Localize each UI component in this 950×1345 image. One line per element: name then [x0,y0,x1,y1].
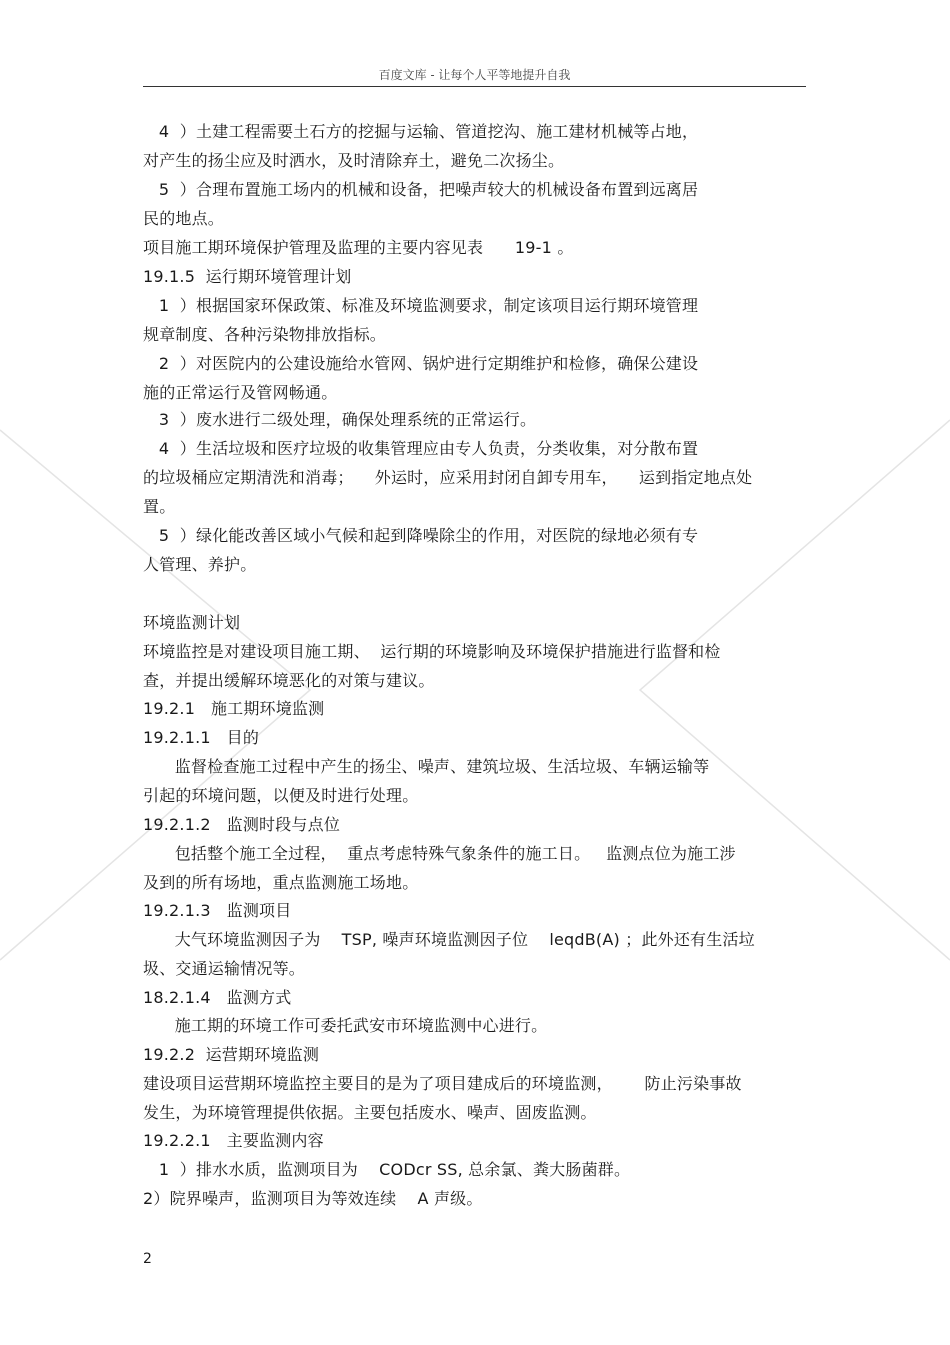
text-line: 建设项目运营期环境监控主要目的是为了项目建成后的环境监测， 防止污染事故 [143,1074,742,1093]
text-line: 19.2.2 运营期环境监测 [143,1045,320,1064]
text-line: 环境监控是对建设项目施工期、 运行期的环境影响及环境保护措施进行监督和检 [143,642,721,661]
text-line: 查，并提出缓解环境恶化的对策与建议。 [143,671,435,690]
text-line: 发生，为环境管理提供依据。主要包括废水、噪声、固废监测。 [143,1103,597,1122]
text-line: 4 ）生活垃圾和医疗垃圾的收集管理应由专人负责，分类收集，对分散布置 [143,439,699,458]
text-line: 19.1.5 运行期环境管理计划 [143,267,352,286]
text-line: 项目施工期环境保护管理及监理的主要内容见表 19-1 。 [143,238,574,257]
text-line: 18.2.1.4 监测方式 [143,988,292,1007]
text-line: 1 ）根据国家环保政策、标准及环境监测要求，制定该项目运行期环境管理 [143,296,699,315]
text-line: 5 ）合理布置施工场内的机械和设备，把噪声较大的机械设备布置到远离居 [143,180,699,199]
text-line: 环境监测计划 [143,613,241,632]
text-line: 19.2.1 施工期环境监测 [143,699,325,718]
text-line: 施的正常运行及管网畅通。 [143,383,338,402]
text-line: 及到的所有场地，重点监测施工场地。 [143,873,419,892]
text-line: 19.2.1.3 监测项目 [143,901,292,920]
text-line: 大气环境监测因子为 TSP, 噪声环境监测因子位 leqdB(A) ；此外还有生活垃 [143,930,755,949]
text-line: 民的地点。 [143,209,225,228]
text-line: 1 ）排水水质，监测项目为 CODcr SS, 总余氯、粪大肠菌群。 [143,1160,631,1179]
text-line: 的垃圾桶应定期清洗和消毒； 外运时，应采用封闭自卸专用车， 运到指定地点处 [143,468,753,487]
text-line: 2 ）对医院内的公建设施给水管网、锅炉进行定期维护和检修，确保公建设 [143,354,699,373]
text-line: 包括整个施工全过程， 重点考虑特殊气象条件的施工日。 监测点位为施工涉 [143,844,736,863]
text-line: 监督检查施工过程中产生的扬尘、噪声、建筑垃圾、生活垃圾、车辆运输等 [143,757,710,776]
text-line: 施工期的环境工作可委托武安市环境监测中心进行。 [143,1016,548,1035]
text-line: 规章制度、各种污染物排放指标。 [143,325,387,344]
text-line: 置。 [143,497,176,516]
page-number: 2 [143,1251,152,1267]
text-line: 19.2.1.1 目的 [143,728,260,747]
text-line: 5 ）绿化能改善区域小气候和起到降噪除尘的作用，对医院的绿地必须有专 [143,526,699,545]
text-line: 4 ）土建工程需要土石方的挖掘与运输、管道挖沟、施工建材机械等占地， [143,122,699,141]
page-header: 百度文库 - 让每个人平等地提升自我 [143,66,806,87]
text-line: 人管理、养护。 [143,555,257,574]
text-line: 19.2.1.2 监测时段与点位 [143,815,341,834]
text-line: 引起的环境问题，以便及时进行处理。 [143,786,419,805]
text-line: 19.2.2.1 主要监测内容 [143,1131,324,1150]
text-line: 对产生的扬尘应及时洒水，及时清除弃土，避免二次扬尘。 [143,151,565,170]
text-line: 2）院界噪声，监测项目为等效连续 A 声级。 [143,1189,483,1208]
text-line: 3 ）废水进行二级处理，确保处理系统的正常运行。 [143,410,537,429]
text-line: 圾、交通运输情况等。 [143,959,306,978]
